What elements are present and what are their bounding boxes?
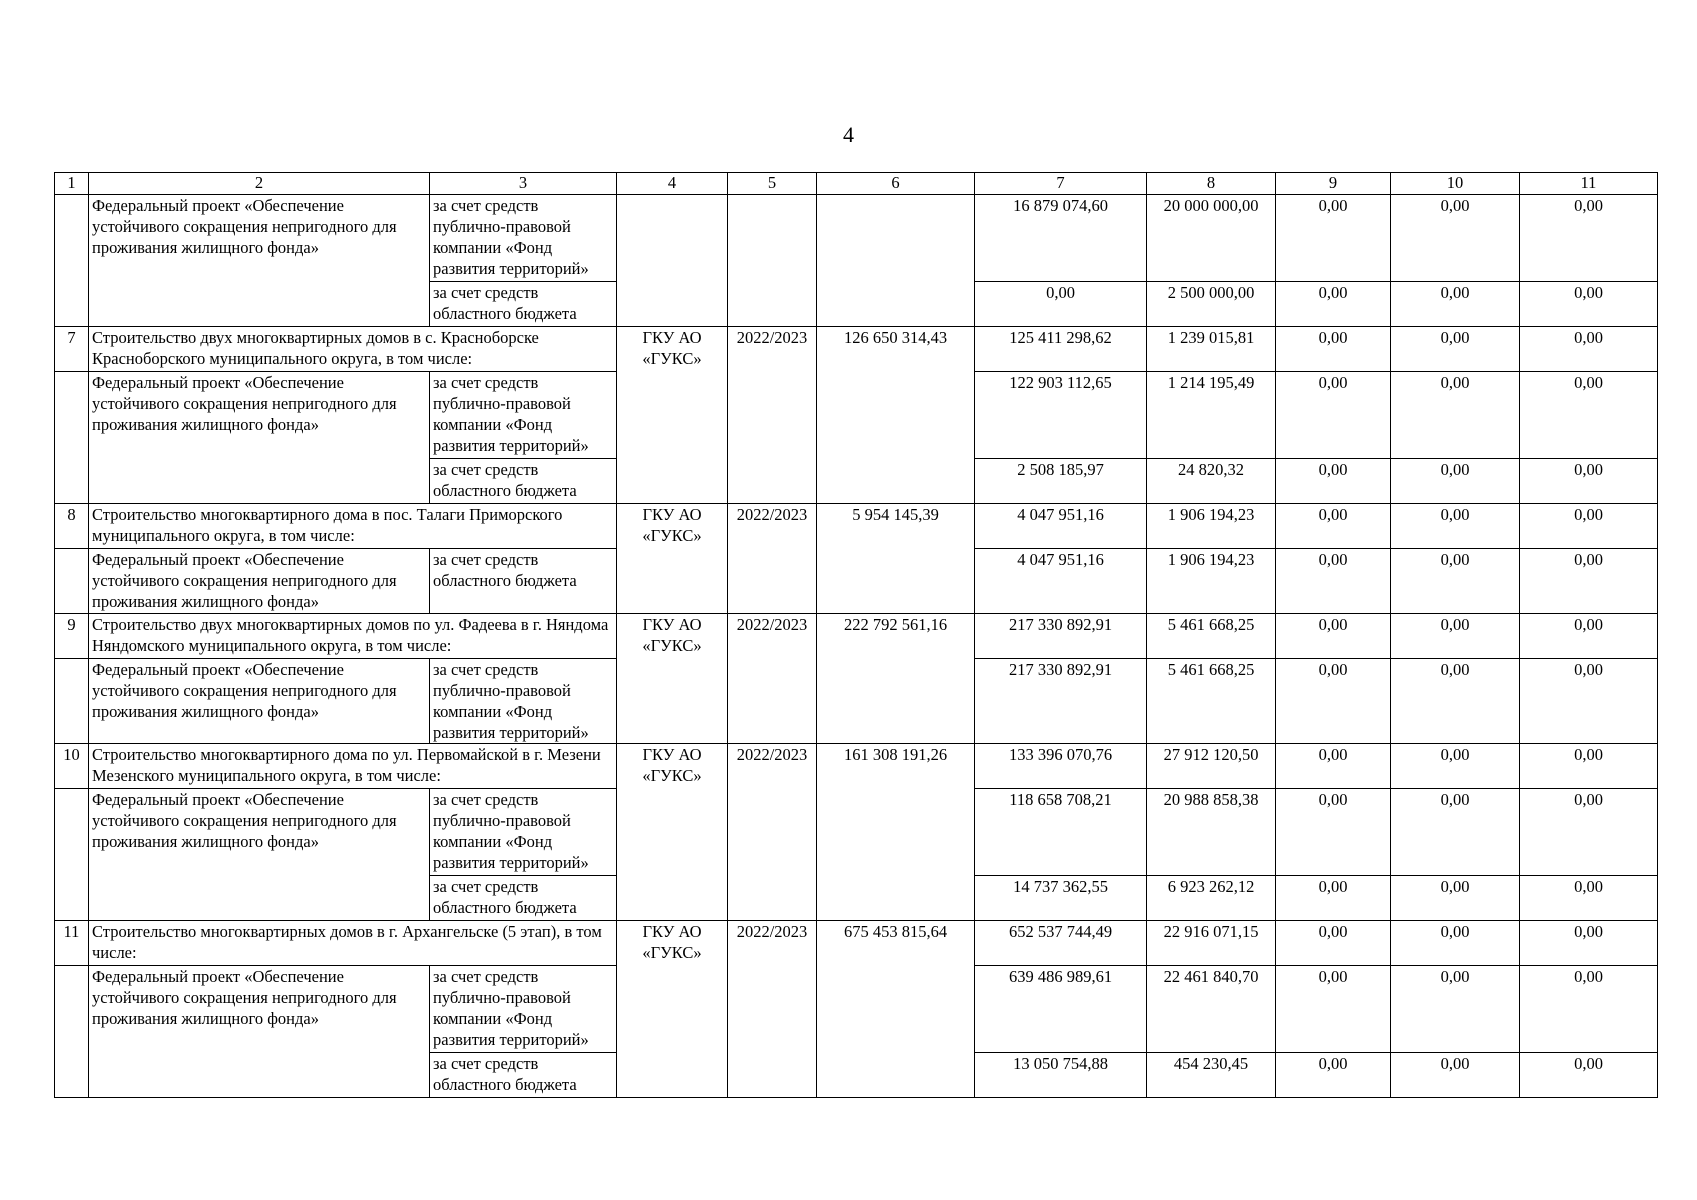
amount-cell: 0,00 [1391, 966, 1520, 1053]
column-header: 8 [1147, 173, 1276, 195]
amount-cell: 0,00 [1276, 549, 1391, 614]
amount-cell: 0,00 [1276, 195, 1391, 282]
column-header: 5 [728, 173, 817, 195]
amount-cell: 1 906 194,23 [1147, 504, 1276, 549]
project-name-cell: Федеральный проект «Обеспечение устойчивого сокращения непригодного для проживания жилищного фонда» [89, 372, 430, 504]
amount-cell: 0,00 [1391, 549, 1520, 614]
amount-cell: 639 486 989,61 [975, 966, 1147, 1053]
funding-source-cell: за счет средств публично-правовой компании «Фонд развития территорий» [430, 789, 617, 876]
amount-cell: 2 500 000,00 [1147, 282, 1276, 327]
row-number-cell: 11 [55, 921, 89, 966]
amount-cell: 0,00 [1276, 459, 1391, 504]
amount-cell: 0,00 [1391, 195, 1520, 282]
amount-cell: 0,00 [1520, 876, 1658, 921]
amount-cell: 5 461 668,25 [1147, 614, 1276, 659]
row-number-cell [55, 549, 89, 614]
object-title-cell: Строительство многоквартирных домов в г. Архангельске (5 этап), в том числе: [89, 921, 617, 966]
amount-cell: 0,00 [1520, 504, 1658, 549]
row-number-cell [55, 372, 89, 504]
amount-cell: 0,00 [1391, 1053, 1520, 1098]
amount-cell: 0,00 [1391, 876, 1520, 921]
project-name-cell: Федеральный проект «Обеспечение устойчивого сокращения непригодного для проживания жилищного фонда» [89, 789, 430, 921]
period-cell [728, 195, 817, 327]
amount-cell: 0,00 [1276, 327, 1391, 372]
amount-cell: 5 461 668,25 [1147, 659, 1276, 744]
amount-cell: 24 820,32 [1147, 459, 1276, 504]
column-header: 9 [1276, 173, 1391, 195]
row-number-cell [55, 659, 89, 744]
period-cell: 2022/2023 [728, 744, 817, 921]
column-header: 10 [1391, 173, 1520, 195]
amount-cell: 0,00 [1520, 744, 1658, 789]
amount-cell: 13 050 754,88 [975, 1053, 1147, 1098]
total-cell: 675 453 815,64 [817, 921, 975, 1098]
amount-cell: 0,00 [1520, 614, 1658, 659]
amount-cell: 0,00 [1520, 966, 1658, 1053]
column-header: 6 [817, 173, 975, 195]
amount-cell: 0,00 [1276, 789, 1391, 876]
amount-cell: 27 912 120,50 [1147, 744, 1276, 789]
amount-cell: 1 214 195,49 [1147, 372, 1276, 459]
amount-cell: 0,00 [1276, 921, 1391, 966]
amount-cell: 0,00 [1391, 744, 1520, 789]
table-row [55, 921, 1658, 966]
total-cell: 161 308 191,26 [817, 744, 975, 921]
amount-cell: 0,00 [1391, 282, 1520, 327]
row-number-cell: 10 [55, 744, 89, 789]
amount-cell: 0,00 [1276, 372, 1391, 459]
amount-cell: 14 737 362,55 [975, 876, 1147, 921]
amount-cell: 0,00 [1391, 459, 1520, 504]
amount-cell: 0,00 [1520, 372, 1658, 459]
project-name-cell: Федеральный проект «Обеспечение устойчивого сокращения непригодного для проживания жилищного фонда» [89, 966, 430, 1098]
funding-source-cell: за счет средств публично-правовой компании «Фонд развития территорий» [430, 966, 617, 1053]
amount-cell: 16 879 074,60 [975, 195, 1147, 282]
object-title-cell: Строительство многоквартирного дома в пос. Талаги Приморского муниципального округа, в том числе: [89, 504, 617, 549]
object-title-cell: Строительство двух многоквартирных домов в с. Красноборске Красноборского муниципального округа, в том числе: [89, 327, 617, 372]
amount-cell: 0,00 [1520, 327, 1658, 372]
amount-cell: 0,00 [975, 282, 1147, 327]
column-header: 3 [430, 173, 617, 195]
row-number-cell [55, 195, 89, 327]
total-cell: 5 954 145,39 [817, 504, 975, 614]
amount-cell: 0,00 [1276, 282, 1391, 327]
amount-cell: 0,00 [1276, 876, 1391, 921]
amount-cell: 0,00 [1391, 921, 1520, 966]
amount-cell: 0,00 [1276, 614, 1391, 659]
amount-cell: 652 537 744,49 [975, 921, 1147, 966]
amount-cell: 217 330 892,91 [975, 659, 1147, 744]
table-row [55, 327, 1658, 372]
organization-cell: ГКУ АО «ГУКС» [617, 327, 728, 504]
amount-cell: 20 000 000,00 [1147, 195, 1276, 282]
amount-cell: 0,00 [1520, 659, 1658, 744]
funding-table [54, 172, 1658, 1098]
total-cell: 222 792 561,16 [817, 614, 975, 744]
funding-source-cell: за счет средств областного бюджета [430, 459, 617, 504]
amount-cell: 0,00 [1391, 659, 1520, 744]
project-name-cell: Федеральный проект «Обеспечение устойчивого сокращения непригодного для проживания жилищного фонда» [89, 659, 430, 744]
row-number-cell [55, 966, 89, 1098]
funding-source-cell: за счет средств областного бюджета [430, 876, 617, 921]
table-row [55, 504, 1658, 549]
column-header: 2 [89, 173, 430, 195]
row-number-cell: 8 [55, 504, 89, 549]
funding-source-cell: за счет средств областного бюджета [430, 1053, 617, 1098]
period-cell: 2022/2023 [728, 504, 817, 614]
table-row [55, 195, 1658, 282]
period-cell: 2022/2023 [728, 327, 817, 504]
table-row [55, 614, 1658, 659]
amount-cell: 0,00 [1520, 195, 1658, 282]
amount-cell: 133 396 070,76 [975, 744, 1147, 789]
amount-cell: 4 047 951,16 [975, 504, 1147, 549]
object-title-cell: Строительство двух многоквартирных домов по ул. Фадеева в г. Няндома Няндомского муниципального округа, в том числе: [89, 614, 617, 659]
amount-cell: 0,00 [1276, 659, 1391, 744]
amount-cell: 0,00 [1391, 504, 1520, 549]
amount-cell: 2 508 185,97 [975, 459, 1147, 504]
funding-source-cell: за счет средств областного бюджета [430, 549, 617, 614]
amount-cell: 454 230,45 [1147, 1053, 1276, 1098]
amount-cell: 217 330 892,91 [975, 614, 1147, 659]
amount-cell: 0,00 [1391, 327, 1520, 372]
column-header: 11 [1520, 173, 1658, 195]
amount-cell: 0,00 [1520, 282, 1658, 327]
organization-cell: ГКУ АО «ГУКС» [617, 744, 728, 921]
organization-cell: ГКУ АО «ГУКС» [617, 504, 728, 614]
total-cell [817, 195, 975, 327]
project-name-cell: Федеральный проект «Обеспечение устойчивого сокращения непригодного для проживания жилищного фонда» [89, 195, 430, 327]
column-numbers-row [55, 173, 1658, 195]
amount-cell: 0,00 [1520, 1053, 1658, 1098]
row-number-cell: 7 [55, 327, 89, 372]
amount-cell: 22 916 071,15 [1147, 921, 1276, 966]
amount-cell: 0,00 [1276, 504, 1391, 549]
amount-cell: 0,00 [1391, 372, 1520, 459]
amount-cell: 0,00 [1520, 789, 1658, 876]
page-number: 4 [843, 122, 854, 147]
period-cell: 2022/2023 [728, 921, 817, 1098]
table-row [55, 744, 1658, 789]
amount-cell: 0,00 [1276, 1053, 1391, 1098]
amount-cell: 125 411 298,62 [975, 327, 1147, 372]
amount-cell: 22 461 840,70 [1147, 966, 1276, 1053]
funding-source-cell: за счет средств областного бюджета [430, 282, 617, 327]
amount-cell: 0,00 [1520, 459, 1658, 504]
amount-cell: 6 923 262,12 [1147, 876, 1276, 921]
funding-source-cell: за счет средств публично-правовой компании «Фонд развития территорий» [430, 195, 617, 282]
row-number-cell: 9 [55, 614, 89, 659]
funding-source-cell: за счет средств публично-правовой компании «Фонд развития территорий» [430, 372, 617, 459]
organization-cell: ГКУ АО «ГУКС» [617, 614, 728, 744]
funding-source-cell: за счет средств публично-правовой компании «Фонд развития территорий» [430, 659, 617, 744]
amount-cell: 0,00 [1391, 789, 1520, 876]
total-cell: 126 650 314,43 [817, 327, 975, 504]
amount-cell: 0,00 [1276, 966, 1391, 1053]
amount-cell: 0,00 [1520, 921, 1658, 966]
object-title-cell: Строительство многоквартирного дома по ул. Первомайской в г. Мезени Мезенского муниципального округа, в том числе: [89, 744, 617, 789]
amount-cell: 0,00 [1276, 744, 1391, 789]
column-header: 1 [55, 173, 89, 195]
organization-cell [617, 195, 728, 327]
period-cell: 2022/2023 [728, 614, 817, 744]
amount-cell: 118 658 708,21 [975, 789, 1147, 876]
column-header: 7 [975, 173, 1147, 195]
amount-cell: 1 906 194,23 [1147, 549, 1276, 614]
amount-cell: 0,00 [1391, 614, 1520, 659]
amount-cell: 0,00 [1520, 549, 1658, 614]
column-header: 4 [617, 173, 728, 195]
organization-cell: ГКУ АО «ГУКС» [617, 921, 728, 1098]
amount-cell: 1 239 015,81 [1147, 327, 1276, 372]
project-name-cell: Федеральный проект «Обеспечение устойчивого сокращения непригодного для проживания жилищного фонда» [89, 549, 430, 614]
amount-cell: 20 988 858,38 [1147, 789, 1276, 876]
row-number-cell [55, 789, 89, 921]
amount-cell: 122 903 112,65 [975, 372, 1147, 459]
amount-cell: 4 047 951,16 [975, 549, 1147, 614]
